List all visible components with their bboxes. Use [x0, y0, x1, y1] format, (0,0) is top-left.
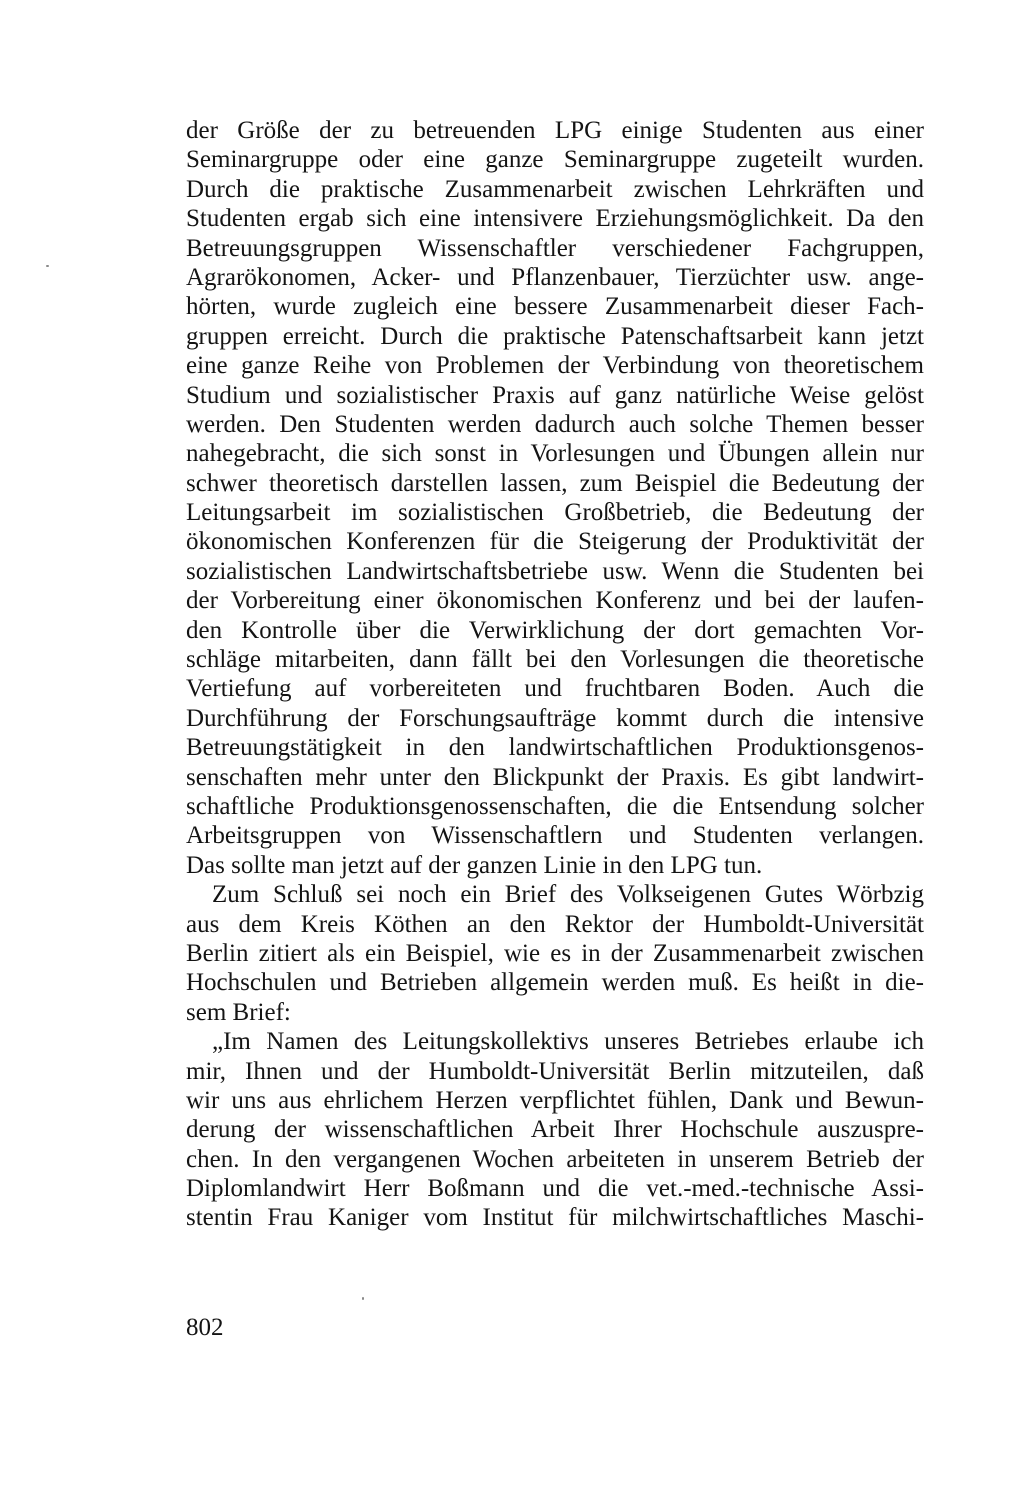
text-line: Zum Schluß sei noch ein Brief des Volkseigenen Gutes Wörbzig — [212, 881, 924, 909]
scan-speck — [362, 1297, 364, 1300]
text-line: Durch die praktische Zusammenarbeit zwischen Lehrkräften und — [186, 175, 924, 203]
text-line: chen. In den vergangenen Wochen arbeiteten in unserem Betrieb der — [186, 1145, 924, 1173]
text-line: Agrarökonomen, Acker- und Pflanzenbauer, Tierzüchter usw. ange- — [186, 263, 924, 291]
text-line: Hochschulen und Betrieben allgemein werden muß. Es heißt in die- — [186, 969, 924, 997]
text-line: sem Brief: — [186, 998, 291, 1026]
text-line: Das sollte man jetzt auf der ganzen Linie in den LPG tun. — [186, 851, 763, 879]
text-line: schaftliche Produktionsgenossenschaften, die die Entsendung solcher — [186, 792, 924, 820]
body-text — [186, 116, 924, 1233]
text-line: schläge mitarbeiten, dann fällt bei den Vorlesungen die theoretische — [186, 646, 924, 674]
text-line: gruppen erreicht. Durch die praktische Patenschaftsarbeit kann jetzt — [186, 322, 924, 350]
text-line: Diplomlandwirt Herr Boßmann und die vet.-med.-technische Assi- — [186, 1175, 924, 1203]
page-number: 802 — [186, 1314, 224, 1341]
text-line: nahegebracht, die sich sonst in Vorlesungen und Übungen allein nur — [186, 440, 924, 468]
text-line: hörten, wurde zugleich eine bessere Zusammenarbeit dieser Fach- — [186, 293, 924, 321]
text-line: Studenten ergab sich eine intensivere Erziehungsmöglichkeit. Da den — [186, 205, 924, 233]
text-line: der Größe der zu betreuenden LPG einige Studenten aus einer — [186, 117, 924, 144]
paragraph — [186, 880, 924, 1027]
text-line: stentin Frau Kaniger vom Institut für milchwirtschaftliches Maschi- — [186, 1204, 924, 1232]
text-line: ökonomischen Konferenzen für die Steigerung der Produktivität der — [186, 528, 924, 556]
text-line: mir, Ihnen und der Humboldt-Universität Berlin mitzuteilen, daß — [186, 1057, 924, 1085]
paragraph — [186, 116, 924, 880]
text-line: schwer theoretisch darstellen lassen, zum Beispiel die Bedeutung der — [186, 469, 924, 497]
text-line: derung der wissenschaftlichen Arbeit Ihrer Hochschule auszuspre- — [186, 1116, 924, 1144]
text-line: Berlin zitiert als ein Beispiel, wie es in der Zusammenarbeit zwischen — [186, 939, 924, 967]
text-line: der Vorbereitung einer ökonomischen Konferenz und bei der laufen- — [186, 587, 924, 615]
text-line: „Im Namen des Leitungskollektivs unseres Betriebes erlaube ich — [212, 1028, 924, 1056]
text-line: Leitungsarbeit im sozialistischen Großbetrieb, die Bedeutung der — [186, 499, 924, 527]
scan-speck — [46, 265, 49, 267]
text-line: aus dem Kreis Köthen an den Rektor der Humboldt-Universität — [186, 910, 924, 938]
text-line: eine ganze Reihe von Problemen der Verbindung von theoretischem — [186, 352, 924, 380]
text-line: Durchführung der Forschungsaufträge kommt durch die intensive — [186, 704, 924, 732]
text-line: Vertiefung auf vorbereiteten und fruchtbaren Boden. Auch die — [186, 675, 924, 703]
text-line: senschaften mehr unter den Blickpunkt der Praxis. Es gibt landwirt- — [186, 763, 924, 791]
text-line: Seminargruppe oder eine ganze Seminargruppe zugeteilt wurden. — [186, 146, 924, 174]
paragraph — [186, 1027, 924, 1233]
text-line: Arbeitsgruppen von Wissenschaftlern und Studenten verlangen. — [186, 822, 924, 850]
text-line: Betreuungsgruppen Wissenschaftler verschiedener Fachgruppen, — [186, 234, 924, 262]
text-line: werden. Den Studenten werden dadurch auch solche Themen besser — [186, 410, 924, 438]
text-line: Studium und sozialistischer Praxis auf ganz natürliche Weise gelöst — [186, 381, 924, 409]
text-line: sozialistischen Landwirtschaftsbetriebe usw. Wenn die Studenten bei — [186, 557, 924, 585]
text-line: den Kontrolle über die Verwirklichung der dort gemachten Vor- — [186, 616, 924, 644]
text-line: wir uns aus ehrlichem Herzen verpflichtet fühlen, Dank und Bewun- — [186, 1086, 924, 1114]
text-line: Betreuungstätigkeit in den landwirtschaftlichen Produktionsgenos- — [186, 734, 924, 762]
